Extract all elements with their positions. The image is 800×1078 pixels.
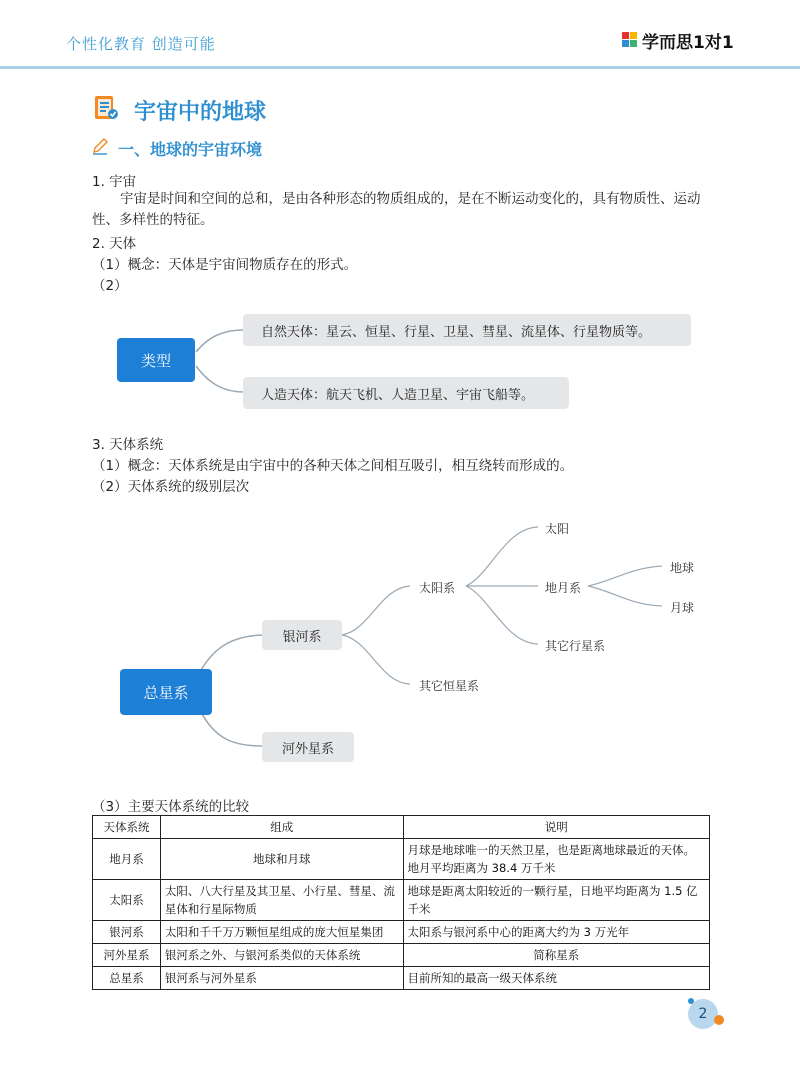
table-cell: 太阳、八大行星及其卫星、小行星、彗星、流星体和行星际物质	[160, 880, 403, 921]
item2-heading: 2. 天体	[92, 236, 137, 252]
table-cell: 银河系	[93, 921, 161, 944]
table-row	[93, 921, 710, 944]
table-cell: 地球和月球	[160, 839, 403, 880]
table-cell: 月球是地球唯一的天然卫星，也是距离地球最近的天体。地月平均距离为 38.4 万千米	[403, 839, 710, 880]
table-header-cell: 天体系统	[93, 816, 161, 839]
table-header-row	[93, 816, 710, 839]
table-cell: 太阳和千千万万颗恒星组成的庞大恒星集团	[160, 921, 403, 944]
item3-concept: （1）概念：天体系统是由宇宙中的各种天体之间相互吸引，相互绕转而形成的。	[92, 458, 574, 474]
item3-heading: 3. 天体系统	[92, 437, 164, 453]
table-cell: 银河系之外、与银河系类似的天体系统	[160, 944, 403, 967]
tree-root-universe: 总星系	[120, 669, 212, 715]
logo-text: 学而思1对1	[642, 32, 734, 53]
tree-moon: 月球	[670, 601, 695, 615]
tree-milky-way: 银河系	[262, 620, 342, 650]
mindmap-root-type: 类型	[117, 338, 195, 382]
table-cell: 地球是距离太阳较近的一颗行星，日地平均距离为 1.5 亿千米	[403, 880, 710, 921]
table-header-cell: 说明	[403, 816, 710, 839]
table-cell: 地月系	[93, 839, 161, 880]
table-cell: 总星系	[93, 967, 161, 990]
page-badge-dot	[688, 998, 694, 1004]
table-row	[93, 880, 710, 921]
table-row	[93, 944, 710, 967]
page-number: 2	[688, 999, 718, 1029]
table-cell: 太阳系与银河系中心的距离大约为 3 万光年	[403, 921, 710, 944]
table-cell: 太阳系	[93, 880, 161, 921]
table-cell: 河外星系	[93, 944, 161, 967]
tree-other-stars: 其它恒星系	[419, 679, 480, 693]
tree-earth: 地球	[670, 561, 695, 575]
table-header-cell: 组成	[160, 816, 403, 839]
mindmap-natural-bodies: 自然天体：星云、恒星、行星、卫星、彗星、流星体、行星物质等。	[243, 314, 691, 346]
item3-levels: （2）天体系统的级别层次	[92, 479, 250, 495]
mindmap-artificial-bodies: 人造天体：航天飞机、人造卫星、宇宙飞船等。	[243, 377, 569, 409]
comparison-table	[92, 815, 710, 990]
table-row	[93, 839, 710, 880]
item2-concept: （1）概念：天体是宇宙间物质存在的形式。	[92, 257, 358, 273]
tree-other-planets: 其它行星系	[545, 639, 606, 653]
tree-earth-moon: 地月系	[545, 581, 582, 595]
section-title: 一、地球的宇宙环境	[118, 139, 263, 159]
item1-paragraph: 宇宙是时间和空间的总和，是由各种形态的物质组成的，是在不断运动变化的，具有物质性、运动性、多样性的特征。	[92, 191, 701, 228]
table-cell: 简称星系	[403, 944, 710, 967]
slogan: 个性化教育 创造可能	[66, 35, 216, 53]
item1-heading: 1. 宇宙	[92, 174, 137, 190]
item2-sub2: （2）	[92, 278, 128, 294]
tree-extragalactic: 河外星系	[262, 732, 354, 762]
compare-title: （3）主要天体系统的比较	[92, 799, 250, 815]
tree-sun: 太阳	[545, 522, 570, 536]
page-badge-dot	[714, 1015, 724, 1025]
table-cell: 银河系与河外星系	[160, 967, 403, 990]
tree-solar-system: 太阳系	[419, 581, 456, 595]
table-cell: 目前所知的最高一级天体系统	[403, 967, 710, 990]
table-row	[93, 967, 710, 990]
title-text: 宇宙中的地球	[134, 99, 267, 125]
